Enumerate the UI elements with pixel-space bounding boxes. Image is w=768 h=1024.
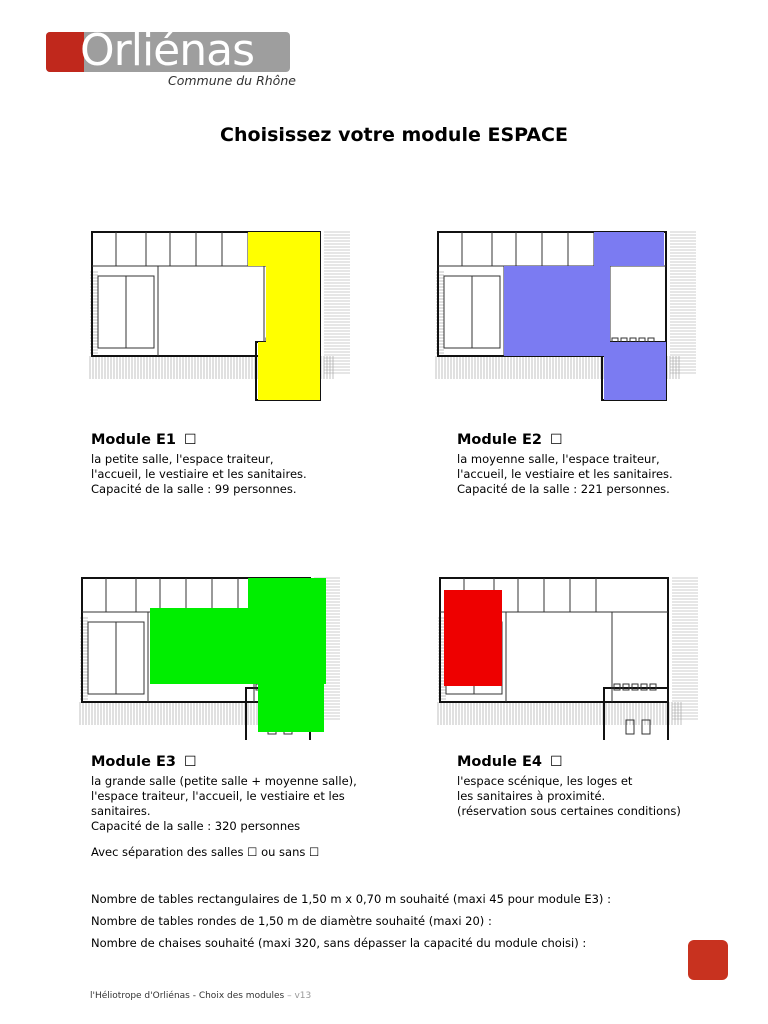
logo-text: Orliénas [80, 25, 255, 76]
module-e3-line: sanitaires. [91, 804, 151, 818]
module-e2-checkbox[interactable]: ☐ [549, 432, 563, 448]
corner-red-square [688, 940, 728, 980]
module-e4-checkbox[interactable]: ☐ [549, 754, 563, 770]
module-e3-checkbox[interactable]: ☐ [183, 754, 197, 770]
module-e4-line: (réservation sous certaines conditions) [457, 804, 681, 818]
question-round-tables: Nombre de tables rondes de 1,50 m de diamètre souhaité (maxi 20) : [91, 914, 492, 928]
module-e2-line: l'accueil, le vestiaire et les sanitaires. [457, 467, 673, 481]
module-e3-line: la grande salle (petite salle + moyenne salle), [91, 774, 357, 788]
highlight-e4 [444, 590, 502, 686]
module-e3-line: l'espace traiteur, l'accueil, le vestiaire et les [91, 789, 345, 803]
floor-plan-e2 [432, 214, 700, 410]
module-e2-description [457, 452, 673, 497]
logo-subtitle: Commune du Rhône [168, 73, 296, 88]
highlight-e2 [504, 232, 666, 400]
floor-plan-e3 [72, 570, 360, 740]
module-e2-capacity: Capacité de la salle : 221 personnes. [457, 482, 670, 496]
floor-plan-e1 [86, 214, 354, 410]
module-e1-description [91, 452, 307, 497]
floor-plan-e4 [430, 570, 718, 740]
module-e1-capacity: Capacité de la salle : 99 personnes. [91, 482, 297, 496]
module-e4-label: Module E4 [457, 754, 542, 770]
footer-text: l'Héliotrope d'Orliénas - Choix des modules [90, 991, 285, 1001]
module-e3-description [91, 774, 357, 834]
page-title: Choisissez votre module ESPACE [220, 124, 568, 146]
module-e4-line: l'espace scénique, les loges et [457, 774, 633, 788]
module-e2-line: la moyenne salle, l'espace traiteur, [457, 452, 660, 466]
module-e1-line: l'accueil, le vestiaire et les sanitaires. [91, 467, 307, 481]
footer [90, 991, 311, 1001]
highlight-e1 [248, 232, 320, 400]
module-e1-title [91, 432, 197, 448]
module-e3-title [91, 754, 197, 770]
module-e3-capacity: Capacité de la salle : 320 personnes [91, 819, 301, 833]
module-e4-line: les sanitaires à proximité. [457, 789, 606, 803]
question-chairs: Nombre de chaises souhaité (maxi 320, sans dépasser la capacité du module choisi) : [91, 936, 587, 950]
separation-option[interactable]: Avec séparation des salles ☐ ou sans ☐ [91, 845, 320, 859]
question-rect-tables: Nombre de tables rectangulaires de 1,50 m x 0,70 m souhaité (maxi 45 pour module E3) : [91, 892, 611, 906]
module-e1-label: Module E1 [91, 432, 176, 448]
module-e1-checkbox[interactable]: ☐ [183, 432, 197, 448]
module-e2-label: Module E2 [457, 432, 542, 448]
logo-red-block [46, 32, 84, 72]
module-e2-title [457, 432, 563, 448]
footer-version: v13 [294, 991, 312, 1001]
module-e4-description [457, 774, 681, 819]
module-e1-line: la petite salle, l'espace traiteur, [91, 452, 274, 466]
module-e4-title [457, 754, 563, 770]
footer-separator: – [284, 991, 295, 1001]
module-e3-label: Module E3 [91, 754, 176, 770]
